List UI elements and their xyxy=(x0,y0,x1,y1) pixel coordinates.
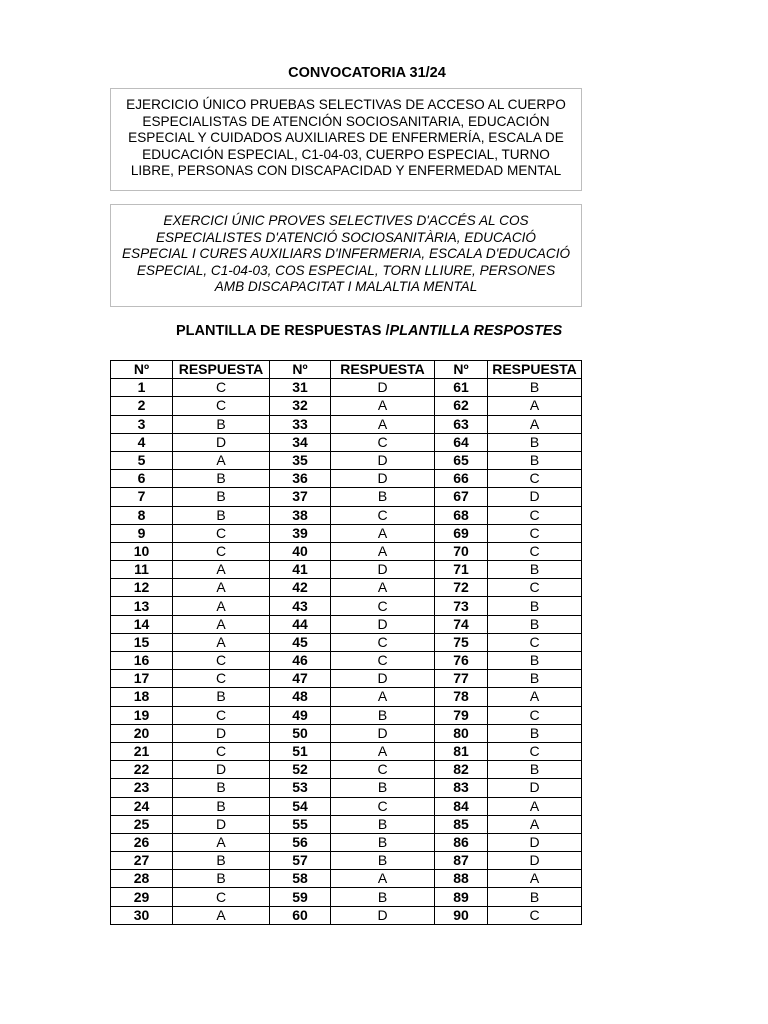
answer-cell: A xyxy=(173,833,270,851)
answer-cell: C xyxy=(173,652,270,670)
answer-cell: A xyxy=(331,742,435,760)
question-number: 44 xyxy=(270,615,331,633)
table-row xyxy=(111,615,582,633)
answer-cell: D xyxy=(488,833,582,851)
question-number: 25 xyxy=(111,815,173,833)
question-number: 57 xyxy=(270,852,331,870)
question-number: 30 xyxy=(111,906,173,924)
table-row xyxy=(111,542,582,560)
answer-cell: A xyxy=(173,579,270,597)
column-header-answer: RESPUESTA xyxy=(488,361,582,379)
answer-cell: D xyxy=(488,488,582,506)
answer-cell: A xyxy=(488,815,582,833)
table-row xyxy=(111,597,582,615)
answer-cell: A xyxy=(331,870,435,888)
question-number: 6 xyxy=(111,470,173,488)
answer-cell: C xyxy=(173,706,270,724)
question-number: 45 xyxy=(270,633,331,651)
question-number: 84 xyxy=(435,797,488,815)
question-number: 42 xyxy=(270,579,331,597)
answer-cell: D xyxy=(173,815,270,833)
question-number: 73 xyxy=(435,597,488,615)
answer-cell: B xyxy=(331,815,435,833)
answer-cell: B xyxy=(173,688,270,706)
answer-cell: C xyxy=(488,542,582,560)
answer-cell: D xyxy=(331,615,435,633)
question-number: 53 xyxy=(270,779,331,797)
answer-cell: B xyxy=(488,652,582,670)
answer-cell: C xyxy=(173,888,270,906)
question-number: 14 xyxy=(111,615,173,633)
answer-cell: B xyxy=(173,488,270,506)
question-number: 2 xyxy=(111,397,173,415)
question-number: 40 xyxy=(270,542,331,560)
answer-cell: A xyxy=(488,397,582,415)
answer-cell: B xyxy=(488,597,582,615)
answer-cell: B xyxy=(331,833,435,851)
question-number: 74 xyxy=(435,615,488,633)
question-number: 28 xyxy=(111,870,173,888)
question-number: 82 xyxy=(435,761,488,779)
table-row xyxy=(111,797,582,815)
answer-cell: B xyxy=(173,506,270,524)
question-number: 63 xyxy=(435,415,488,433)
answer-cell: B xyxy=(173,870,270,888)
answer-cell: B xyxy=(331,706,435,724)
question-number: 83 xyxy=(435,779,488,797)
table-row xyxy=(111,852,582,870)
table-row xyxy=(111,688,582,706)
answer-cell: D xyxy=(331,670,435,688)
question-number: 10 xyxy=(111,542,173,560)
answer-cell: C xyxy=(488,742,582,760)
question-number: 34 xyxy=(270,433,331,451)
question-number: 80 xyxy=(435,724,488,742)
table-row xyxy=(111,706,582,724)
table-row xyxy=(111,488,582,506)
question-number: 51 xyxy=(270,742,331,760)
exam-description-spanish: EJERCICIO ÚNICO PRUEBAS SELECTIVAS DE ACCESO AL CUERPO ESPECIALISTAS DE ATENCIÓN SOCIOSANITARIA, EDUCACIÓN ESPECIAL Y CUIDADOS AUXILIARES DE ENFERMERÍA, ESCALA DE EDUCACIÓN ESPECIAL, C1-04-03, CUERPO ESPECIAL, TURNO LIBRE, PERSONAS CON DISCAPACIDAD Y ENFERMEDAD MENTAL xyxy=(110,88,582,191)
answer-sheet-title xyxy=(176,323,562,339)
answer-cell: D xyxy=(331,906,435,924)
question-number: 55 xyxy=(270,815,331,833)
answer-sheet-title-es: PLANTILLA DE RESPUESTAS / xyxy=(176,323,390,339)
answer-cell: B xyxy=(488,615,582,633)
question-number: 86 xyxy=(435,833,488,851)
answer-cell: A xyxy=(331,688,435,706)
question-number: 76 xyxy=(435,652,488,670)
answer-cell: B xyxy=(488,724,582,742)
answer-cell: C xyxy=(173,397,270,415)
answer-cell: C xyxy=(488,506,582,524)
answer-cell: A xyxy=(331,397,435,415)
answer-cell: B xyxy=(173,797,270,815)
question-number: 13 xyxy=(111,597,173,615)
question-number: 54 xyxy=(270,797,331,815)
answer-cell: B xyxy=(331,488,435,506)
question-number: 27 xyxy=(111,852,173,870)
column-header-answer: RESPUESTA xyxy=(331,361,435,379)
table-row xyxy=(111,451,582,469)
answer-cell: A xyxy=(173,633,270,651)
question-number: 15 xyxy=(111,633,173,651)
question-number: 81 xyxy=(435,742,488,760)
question-number: 65 xyxy=(435,451,488,469)
table-row xyxy=(111,870,582,888)
answer-cell: C xyxy=(331,761,435,779)
question-number: 50 xyxy=(270,724,331,742)
answer-cell: C xyxy=(331,597,435,615)
question-number: 85 xyxy=(435,815,488,833)
question-number: 59 xyxy=(270,888,331,906)
answer-cell: D xyxy=(173,724,270,742)
question-number: 61 xyxy=(435,379,488,397)
answer-cell: C xyxy=(331,433,435,451)
table-row xyxy=(111,379,582,397)
answer-cell: D xyxy=(488,779,582,797)
question-number: 68 xyxy=(435,506,488,524)
answer-cell: C xyxy=(173,524,270,542)
answer-cell: C xyxy=(488,524,582,542)
question-number: 64 xyxy=(435,433,488,451)
question-number: 52 xyxy=(270,761,331,779)
answer-cell: C xyxy=(488,579,582,597)
answer-cell: C xyxy=(173,670,270,688)
question-number: 4 xyxy=(111,433,173,451)
table-row xyxy=(111,506,582,524)
table-row xyxy=(111,724,582,742)
question-number: 35 xyxy=(270,451,331,469)
answer-cell: B xyxy=(488,379,582,397)
question-number: 18 xyxy=(111,688,173,706)
table-row xyxy=(111,561,582,579)
question-number: 58 xyxy=(270,870,331,888)
answer-cell: B xyxy=(173,415,270,433)
answer-cell: D xyxy=(331,379,435,397)
question-number: 41 xyxy=(270,561,331,579)
answer-cell: A xyxy=(488,870,582,888)
question-number: 72 xyxy=(435,579,488,597)
answer-cell: B xyxy=(331,852,435,870)
question-number: 60 xyxy=(270,906,331,924)
column-header-answer: RESPUESTA xyxy=(173,361,270,379)
question-number: 36 xyxy=(270,470,331,488)
answer-cell: C xyxy=(173,379,270,397)
answer-cell: B xyxy=(488,451,582,469)
table-row xyxy=(111,761,582,779)
question-number: 56 xyxy=(270,833,331,851)
answer-cell: A xyxy=(488,797,582,815)
question-number: 38 xyxy=(270,506,331,524)
question-number: 90 xyxy=(435,906,488,924)
question-number: 87 xyxy=(435,852,488,870)
answer-cell: A xyxy=(331,542,435,560)
question-number: 5 xyxy=(111,451,173,469)
question-number: 47 xyxy=(270,670,331,688)
question-number: 17 xyxy=(111,670,173,688)
table-row xyxy=(111,433,582,451)
question-number: 77 xyxy=(435,670,488,688)
answer-cell: A xyxy=(173,561,270,579)
answer-cell: A xyxy=(173,615,270,633)
answer-cell: A xyxy=(173,451,270,469)
question-number: 11 xyxy=(111,561,173,579)
question-number: 32 xyxy=(270,397,331,415)
answer-cell: B xyxy=(331,888,435,906)
question-number: 62 xyxy=(435,397,488,415)
answer-cell: A xyxy=(488,688,582,706)
table-row xyxy=(111,470,582,488)
question-number: 39 xyxy=(270,524,331,542)
column-header-number: Nº xyxy=(111,361,173,379)
answer-cell: D xyxy=(331,470,435,488)
answer-cell: A xyxy=(331,579,435,597)
column-header-number: Nº xyxy=(270,361,331,379)
answer-cell: D xyxy=(488,852,582,870)
question-number: 1 xyxy=(111,379,173,397)
question-number: 7 xyxy=(111,488,173,506)
answer-cell: B xyxy=(173,470,270,488)
answer-cell: A xyxy=(488,415,582,433)
answer-cell: B xyxy=(488,888,582,906)
table-row xyxy=(111,633,582,651)
table-row xyxy=(111,397,582,415)
answer-cell: C xyxy=(331,506,435,524)
table-row xyxy=(111,524,582,542)
question-number: 70 xyxy=(435,542,488,560)
table-row xyxy=(111,742,582,760)
question-number: 22 xyxy=(111,761,173,779)
question-number: 26 xyxy=(111,833,173,851)
answer-cell: C xyxy=(488,706,582,724)
question-number: 67 xyxy=(435,488,488,506)
answer-cell: C xyxy=(488,906,582,924)
answer-cell: B xyxy=(173,852,270,870)
table-row xyxy=(111,670,582,688)
answer-cell: C xyxy=(331,797,435,815)
answer-cell: D xyxy=(331,561,435,579)
table-row xyxy=(111,906,582,924)
question-number: 69 xyxy=(435,524,488,542)
question-number: 16 xyxy=(111,652,173,670)
answer-cell: C xyxy=(331,652,435,670)
table-row xyxy=(111,833,582,851)
question-number: 79 xyxy=(435,706,488,724)
table-row xyxy=(111,815,582,833)
question-number: 75 xyxy=(435,633,488,651)
answer-cell: A xyxy=(331,524,435,542)
answer-cell: B xyxy=(488,761,582,779)
question-number: 46 xyxy=(270,652,331,670)
answer-cell: A xyxy=(331,415,435,433)
table-row xyxy=(111,888,582,906)
question-number: 33 xyxy=(270,415,331,433)
question-number: 9 xyxy=(111,524,173,542)
answer-cell: D xyxy=(173,761,270,779)
answer-cell: C xyxy=(488,470,582,488)
question-number: 19 xyxy=(111,706,173,724)
answer-sheet-title-ca: PLANTILLA RESPOSTES xyxy=(389,323,563,339)
question-number: 88 xyxy=(435,870,488,888)
answer-key-table xyxy=(110,360,582,925)
question-number: 23 xyxy=(111,779,173,797)
question-number: 37 xyxy=(270,488,331,506)
answer-cell: C xyxy=(331,633,435,651)
answer-cell: A xyxy=(173,597,270,615)
answer-cell: B xyxy=(488,670,582,688)
question-number: 66 xyxy=(435,470,488,488)
question-number: 31 xyxy=(270,379,331,397)
question-number: 3 xyxy=(111,415,173,433)
question-number: 89 xyxy=(435,888,488,906)
answer-cell: B xyxy=(173,779,270,797)
table-row xyxy=(111,579,582,597)
exam-description-catalan: EXERCICI ÚNIC PROVES SELECTIVES D'ACCÉS AL COS ESPECIALISTES D'ATENCIÓ SOCIOSANITÀRIA, EDUCACIÓ ESPECIAL I CURES AUXILIARS D'INFERMERIA, ESCALA D'EDUCACIÓ ESPECIAL, C1-04-03, COS ESPECIAL, TORN LLIURE, PERSONES AMB DISCAPACITAT I MALALTIA MENTAL xyxy=(110,204,582,307)
question-number: 71 xyxy=(435,561,488,579)
answer-key-header-row xyxy=(111,361,582,379)
question-number: 48 xyxy=(270,688,331,706)
question-number: 20 xyxy=(111,724,173,742)
answer-cell: B xyxy=(488,433,582,451)
question-number: 24 xyxy=(111,797,173,815)
question-number: 8 xyxy=(111,506,173,524)
table-row xyxy=(111,652,582,670)
question-number: 12 xyxy=(111,579,173,597)
answer-cell: D xyxy=(331,724,435,742)
question-number: 43 xyxy=(270,597,331,615)
question-number: 49 xyxy=(270,706,331,724)
answer-cell: B xyxy=(488,561,582,579)
answer-cell: D xyxy=(173,433,270,451)
answer-cell: D xyxy=(331,451,435,469)
answer-cell: C xyxy=(488,633,582,651)
answer-cell: A xyxy=(173,906,270,924)
table-row xyxy=(111,779,582,797)
table-row xyxy=(111,415,582,433)
answer-cell: C xyxy=(173,542,270,560)
column-header-number: Nº xyxy=(435,361,488,379)
document-title: CONVOCATORIA 31/24 xyxy=(288,65,446,81)
answer-cell: B xyxy=(331,779,435,797)
answer-cell: C xyxy=(173,742,270,760)
question-number: 29 xyxy=(111,888,173,906)
question-number: 78 xyxy=(435,688,488,706)
question-number: 21 xyxy=(111,742,173,760)
